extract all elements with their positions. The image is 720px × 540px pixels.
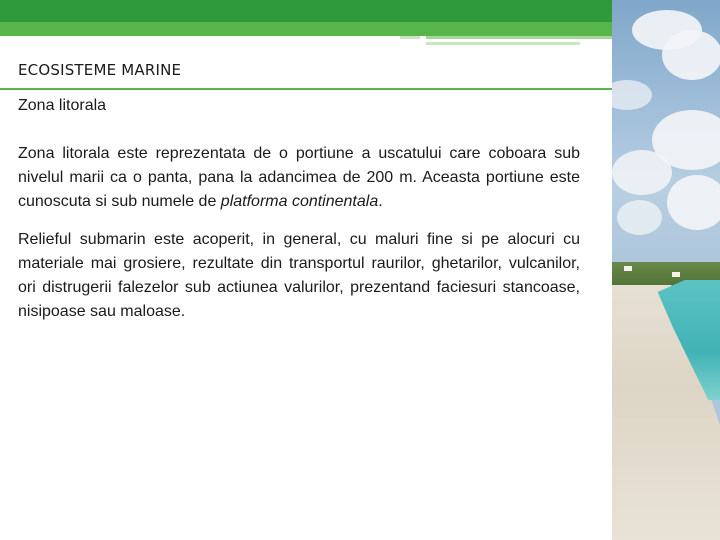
header-stripe — [426, 42, 580, 45]
paragraph-1-text: Zona litorala este reprezentata de o portiune a uscatului care coboara sub nivelul marii ca o panta, pana la adancimea de 200 m. Aceasta portiune este cunoscuta si sub numele de — [18, 145, 580, 210]
paragraph-1 — [18, 142, 580, 214]
beach-photo — [612, 0, 720, 540]
cloud — [667, 175, 720, 230]
header-stripe — [426, 36, 612, 39]
cloud — [617, 200, 662, 235]
header-bar-dark — [0, 0, 612, 22]
paragraph-2: Relieful submarin este acoperit, in general, cu maluri fine si pe alocuri cu materiale mai grosiere, rezultate din transportul raurilor, ghetarilor, vulcanilor, ori distrugerii falezelor sub actiunea valurilor, prezentand faciesuri stancoase, nisipoase sau maloase. — [18, 231, 580, 320]
house — [672, 272, 680, 277]
house — [624, 266, 632, 271]
section-heading: Zona litorala — [18, 97, 107, 114]
paragraph-1-end: . — [378, 193, 383, 210]
header-stripes — [0, 36, 612, 50]
header-stripe — [400, 36, 420, 39]
slide-title: ECOSISTEME MARINE — [18, 61, 182, 79]
paragraph-1-term: platforma continentala — [220, 193, 379, 210]
slide-body — [18, 94, 580, 338]
header-bar-light — [0, 22, 612, 36]
cloud — [662, 30, 720, 80]
cloud — [612, 150, 672, 195]
title-divider — [0, 88, 612, 90]
cloud — [612, 80, 652, 110]
